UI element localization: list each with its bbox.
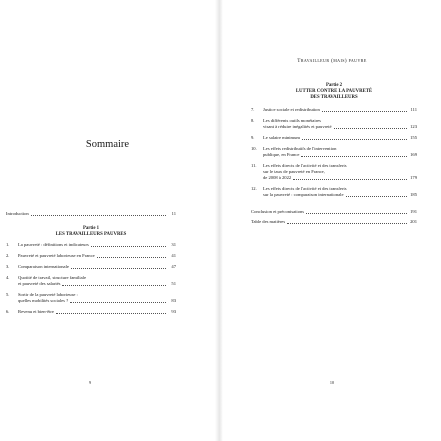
toc-page-number: 179 <box>410 175 417 180</box>
chapter-title: Les effets redistributifs de l'intervention <box>263 146 337 151</box>
toc-entry-table-of-contents[interactable] <box>251 219 417 225</box>
running-head: Travailleur (mais) pauvre <box>297 58 367 64</box>
toc-page-number: 31 <box>171 242 176 247</box>
book-gutter <box>215 0 223 441</box>
dot-leader <box>302 139 407 140</box>
chapter-number: 3. <box>6 264 10 269</box>
chapter-title: et pauvreté des salariés <box>18 281 61 286</box>
chapter-title: Comparaison internationale <box>18 264 69 269</box>
dot-leader <box>306 213 407 214</box>
chapter-number: 7. <box>251 107 255 112</box>
toc-entry[interactable] <box>6 275 176 287</box>
right-page <box>223 0 441 441</box>
dot-leader <box>62 285 166 286</box>
chapter-title: sur le taux de pauvreté en France, <box>263 169 325 174</box>
dot-leader <box>334 128 408 129</box>
part-label: Partie 1 <box>82 226 100 231</box>
toc-entry[interactable] <box>251 107 417 113</box>
toc-page-number: 191 <box>410 209 417 214</box>
toc-entry-line <box>251 152 417 158</box>
chapter-title: Revenu et bien-être <box>18 309 54 314</box>
part-label: Partie 2 <box>325 83 343 88</box>
toc-page-number: 41 <box>171 253 176 258</box>
toc-entry[interactable] <box>6 292 176 304</box>
dot-leader <box>287 223 407 224</box>
chapter-number: 4. <box>6 275 10 280</box>
right-toc <box>251 83 417 225</box>
part-title: LES TRAVAILLEURS PAUVRES <box>55 232 127 237</box>
toc-entry-line <box>6 281 176 287</box>
chapter-number: 11. <box>251 163 257 168</box>
chapter-list <box>251 107 417 198</box>
chapter-number: 6. <box>6 309 10 314</box>
toc-entry[interactable] <box>251 146 417 158</box>
dot-leader <box>293 179 407 180</box>
part-title-line-2: DES TRAVAILLEURS <box>310 95 358 100</box>
chapter-title: visant à réduire inégalités et pauvreté <box>263 124 332 129</box>
chapter-title: Les effets directs de l'activité et des transferts <box>263 163 347 168</box>
toc-entry[interactable] <box>6 309 176 315</box>
toc-page-number: 169 <box>410 152 417 157</box>
toc-entry-line <box>6 242 176 248</box>
chapter-number: 8. <box>251 118 255 123</box>
toc-entry-label: Table des matières <box>251 219 286 224</box>
toc-entry-line <box>251 135 417 141</box>
dot-leader <box>31 215 166 216</box>
toc-page-number: 123 <box>410 124 417 129</box>
dot-leader <box>91 246 166 247</box>
toc-entry[interactable] <box>251 186 417 198</box>
toc-page-number: 47 <box>171 264 176 269</box>
chapter-number: 10. <box>251 146 257 151</box>
toc-page-number: 155 <box>410 135 417 140</box>
chapter-title: de 2008 à 2022 <box>263 175 292 180</box>
toc-entry-line <box>251 175 417 181</box>
dot-leader <box>322 111 407 112</box>
chapter-title: Les effets directs de l'activité et des transferts <box>263 186 347 191</box>
left-toc <box>6 211 176 320</box>
part-title-line-1: LUTTER CONTRE LA PAUVRETÉ <box>295 89 373 94</box>
chapter-title: quelles mobilités sociales ? <box>18 298 69 303</box>
toc-page-number: 51 <box>171 281 176 286</box>
toc-entry-line <box>251 124 417 130</box>
left-page <box>0 0 215 441</box>
toc-entry-line <box>251 192 417 198</box>
toc-entry[interactable] <box>6 264 176 270</box>
chapter-number: 5. <box>6 292 10 297</box>
toc-entry-line <box>6 264 176 270</box>
dot-leader <box>97 257 166 258</box>
chapter-title: Pauvreté et pauvreté laborieuse en France <box>18 253 95 258</box>
chapter-title: sur la pauvreté : comparaison internationale <box>263 192 344 197</box>
dot-leader <box>71 268 166 269</box>
toc-page-number: 93 <box>171 309 176 314</box>
dot-leader <box>56 313 166 314</box>
toc-entry-label: Introduction <box>6 211 29 216</box>
toc-entry[interactable] <box>6 253 176 259</box>
toc-entry-label: Conclusion et préconisations <box>251 209 305 214</box>
toc-page-number: 111 <box>410 107 417 112</box>
toc-entry[interactable] <box>251 118 417 130</box>
toc-entry[interactable] <box>251 163 417 181</box>
chapter-title: Le salaire minimum <box>263 135 300 140</box>
chapter-title: Quotité de travail, structure familiale <box>18 275 86 280</box>
page-title: Sommaire <box>85 139 130 150</box>
toc-page-number: 83 <box>171 298 176 303</box>
chapter-number: 2. <box>6 253 10 258</box>
toc-entry-line <box>6 309 176 315</box>
chapter-list <box>6 242 176 315</box>
chapter-number: 12. <box>251 186 257 191</box>
page-number: 10 <box>329 380 335 385</box>
chapter-title: Justice sociale et redistribution <box>263 107 320 112</box>
dot-leader <box>301 156 407 157</box>
chapter-title: Les différents outils monétaires <box>263 118 321 123</box>
page-number: 9 <box>88 380 92 385</box>
chapter-number: 1. <box>6 242 10 247</box>
toc-entry[interactable] <box>251 135 417 141</box>
toc-entry-line <box>6 298 176 304</box>
toc-page-number: 201 <box>410 219 417 224</box>
chapter-title: publique, en France <box>263 152 300 157</box>
toc-entry-line <box>6 253 176 259</box>
toc-page-number: 185 <box>410 192 417 197</box>
part-2-header <box>251 83 417 101</box>
chapter-title: La pauvreté : définitions et indicateurs <box>18 242 89 247</box>
chapter-number: 9. <box>251 135 255 140</box>
chapter-title: Sortir de la pauvreté laborieuse : <box>18 292 78 297</box>
toc-entry[interactable] <box>6 242 176 248</box>
toc-entry-line <box>251 107 417 113</box>
part-1-header <box>6 226 176 238</box>
toc-page-number: 11 <box>171 211 176 216</box>
dot-leader <box>346 196 408 197</box>
dot-leader <box>70 302 166 303</box>
